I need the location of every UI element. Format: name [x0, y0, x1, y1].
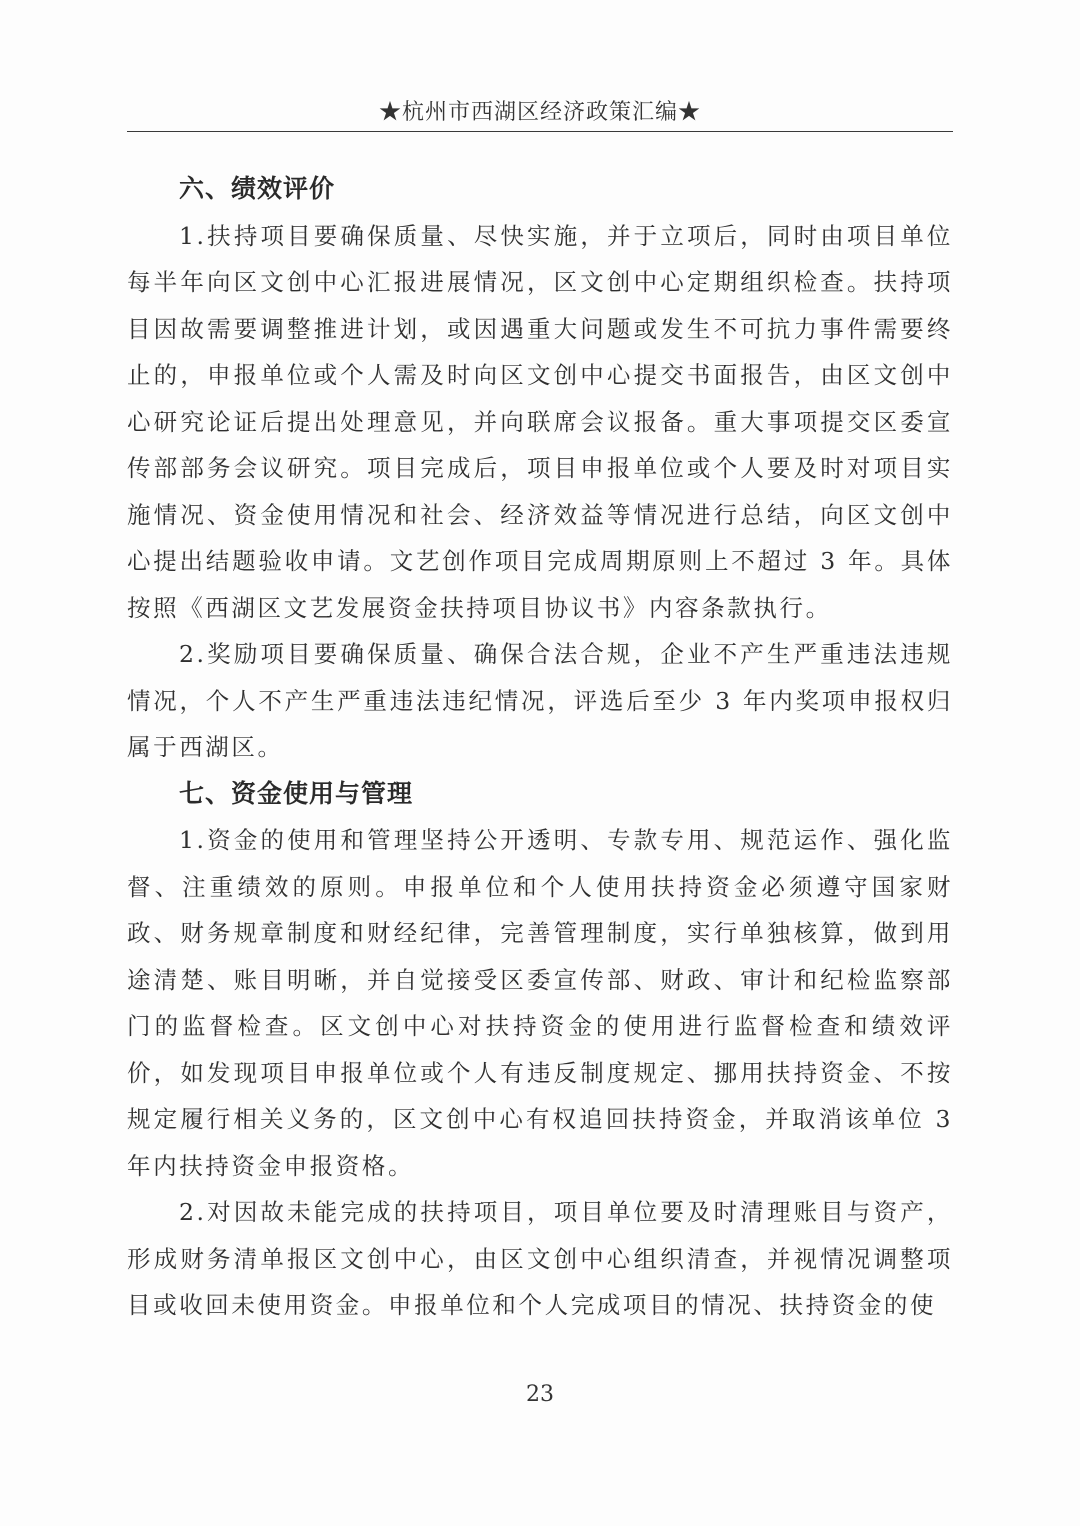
running-header: ★杭州市西湖区经济政策汇编★	[378, 100, 701, 125]
paragraph-performance-2: 2.奖励项目要确保质量、确保合法合规，企业不产生严重违法违规情况，个人不产生严重违法违纪情况，评选后至少 3 年内奖项申报权归属于西湖区。	[127, 640, 953, 761]
section-heading-funds: 七、资金使用与管理	[179, 778, 414, 808]
section-heading-performance: 六、绩效评价	[179, 174, 336, 203]
header-divider	[127, 131, 953, 132]
paragraph-funds-2: 2.对因故未能完成的扶持项目，项目单位要及时清理账目与资产，形成财务清单报区文创中心，由区文创中心组织清查，并视情况调整项目或收回未使用资金。申报单位和个人完成项目的情况、扶持资金的使	[127, 1198, 953, 1319]
paragraph-funds-1: 1.资金的使用和管理坚持公开透明、专款专用、规范运作、强化监督、注重绩效的原则。申报单位和个人使用扶持资金必须遵守国家财政、财务规章制度和财经纪律，完善管理制度，实行单独核算，做到用途清楚、账目明晰，并自觉接受区委宣传部、财政、审计和纪检监察部门的监督检查。区文创中心对扶持资金的使用进行监督检查和绩效评价，如发现项目申报单位或个人有违反制度规定、挪用扶持资金、不按规定履行相关义务的，区文创中心有权追回扶持资金，并取消该单位 3 年内扶持资金申报资格。	[127, 826, 953, 1180]
page-number: 23	[526, 1382, 554, 1407]
body-text	[127, 166, 953, 1329]
paragraph-performance-1: 1.扶持项目要确保质量、尽快实施，并于立项后，同时由项目单位每半年向区文创中心汇报进展情况，区文创中心定期组织检查。扶持项目因故需要调整推进计划，或因遇重大问题或发生不可抗力事件需要终止的，申报单位或个人需及时向区文创中心提交书面报告，由区文创中心研究论证后提出处理意见，并向联席会议报备。重大事项提交区委宣传部部务会议研究。项目完成后，项目申报单位或个人要及时对项目实施情况、资金使用情况和社会、经济效益等情况进行总结，向区文创中心提出结题验收申请。文艺创作项目完成周期原则上不超过 3 年。具体按照《西湖区文艺发展资金扶持项目协议书》内容条款执行。	[127, 221, 953, 622]
